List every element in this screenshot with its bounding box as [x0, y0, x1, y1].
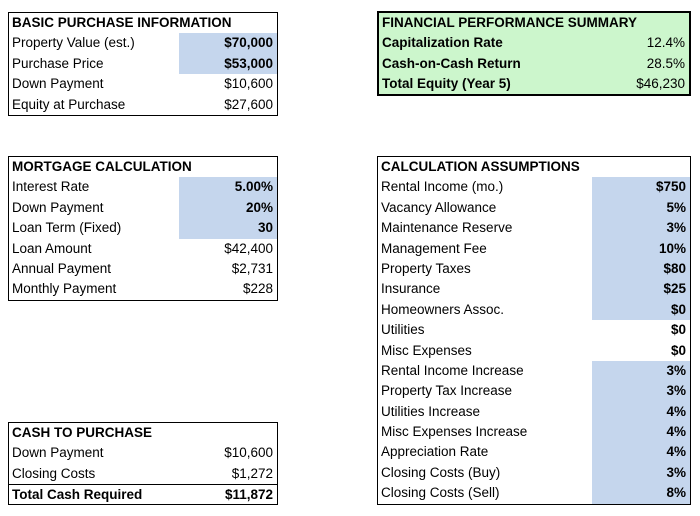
assumption-label: Rental Income Increase: [381, 362, 524, 378]
closing-costs-sell-cell[interactable]: 8%: [592, 483, 690, 503]
management-fee-cell[interactable]: 10%: [592, 239, 690, 259]
table-row: [9, 464, 277, 484]
assumption-label: Homeowners Assoc.: [381, 301, 505, 317]
vacancy-allowance-cell[interactable]: 5%: [592, 198, 690, 218]
assumption-label: Maintenance Reserve: [381, 220, 513, 236]
monthly-payment-label: Monthly Payment: [12, 281, 117, 297]
assumption-label: Appreciation Rate: [381, 444, 489, 460]
table-row: [378, 361, 690, 381]
table-row: [9, 54, 277, 74]
table-row: [9, 74, 277, 94]
table-row: [378, 300, 690, 320]
closing-costs-cell: $1,272: [231, 465, 273, 481]
table-row: [9, 177, 277, 197]
table-row: [379, 33, 689, 53]
total-cash-required-label: Total Cash Required: [12, 487, 143, 503]
table-row: [378, 422, 690, 442]
total-cash-required-cell: $11,872: [224, 487, 273, 503]
table-row: [9, 484, 277, 505]
table-row: [378, 198, 690, 218]
monthly-payment-cell: $228: [242, 281, 273, 297]
table-row: [9, 259, 277, 279]
cash-down-payment-cell: $10,600: [224, 445, 273, 461]
interest-rate-label: Interest Rate: [12, 179, 90, 195]
table-row: [378, 341, 690, 361]
purchase-price-cell[interactable]: $53,000: [179, 54, 277, 74]
financial-summary-title: FINANCIAL PERFORMANCE SUMMARY: [382, 15, 637, 30]
table-row: [378, 177, 690, 197]
assumption-label: Vacancy Allowance: [381, 199, 497, 215]
mortgage-header: [9, 157, 277, 177]
table-row: [378, 402, 690, 422]
assumption-label: Management Fee: [381, 240, 487, 256]
down-payment-pct-label: Down Payment: [12, 199, 104, 215]
down-payment-pct-cell[interactable]: 20%: [179, 198, 277, 218]
cap-rate-cell: 12.4%: [646, 35, 685, 51]
assumptions-header: [378, 157, 690, 177]
total-equity-label: Total Equity (Year 5): [382, 76, 511, 92]
assumption-label: Misc Expenses Increase: [381, 424, 528, 440]
financial-summary-header: [379, 13, 689, 33]
loan-term-label: Loan Term (Fixed): [12, 220, 122, 236]
financial-summary-table: [377, 11, 691, 96]
table-row: [9, 95, 277, 115]
cash-down-payment-label: Down Payment: [12, 445, 104, 461]
table-row: [379, 74, 689, 94]
loan-amount-label: Loan Amount: [12, 240, 92, 256]
homeowners-assoc-cell[interactable]: $0: [592, 300, 690, 320]
assumption-label: Misc Expenses: [381, 342, 472, 358]
table-row: [378, 442, 690, 462]
down-payment-cell: $10,600: [224, 76, 273, 92]
down-payment-label: Down Payment: [12, 76, 104, 92]
assumption-label: Insurance: [381, 281, 441, 297]
cash-on-cash-cell: 28.5%: [646, 55, 685, 71]
insurance-cell[interactable]: $25: [592, 279, 690, 299]
cap-rate-label: Capitalization Rate: [382, 35, 503, 51]
basic-purchase-header: [9, 13, 277, 33]
annual-payment-cell: $2,731: [231, 260, 273, 276]
mortgage-table: [8, 156, 278, 301]
table-row: [378, 239, 690, 259]
rental-income-increase-cell[interactable]: 3%: [592, 361, 690, 381]
assumption-label: Property Taxes: [381, 260, 471, 276]
assumption-label: Utilities Increase: [381, 403, 481, 419]
assumption-label: Closing Costs (Sell): [381, 485, 500, 501]
misc-expenses-increase-cell[interactable]: 4%: [592, 422, 690, 442]
cash-to-purchase-header: [9, 423, 277, 443]
utilities-cell: $0: [670, 322, 686, 338]
assumptions-title: CALCULATION ASSUMPTIONS: [381, 159, 580, 174]
cash-to-purchase-table: [8, 422, 278, 505]
table-row: [378, 381, 690, 401]
table-row: [9, 198, 277, 218]
table-row: [378, 218, 690, 238]
table-row: [378, 483, 690, 503]
table-row: [378, 279, 690, 299]
loan-term-cell[interactable]: 30: [179, 218, 277, 238]
table-row: [9, 218, 277, 238]
loan-amount-cell: $42,400: [224, 240, 273, 256]
maintenance-reserve-cell[interactable]: 3%: [592, 218, 690, 238]
property-value-label: Property Value (est.): [12, 35, 135, 51]
cash-on-cash-label: Cash-on-Cash Return: [382, 55, 521, 71]
equity-at-purchase-label: Equity at Purchase: [12, 96, 126, 112]
utilities-increase-cell[interactable]: 4%: [592, 402, 690, 422]
appreciation-rate-cell[interactable]: 4%: [592, 442, 690, 462]
table-row: [378, 463, 690, 483]
rental-income-cell[interactable]: $750: [592, 177, 690, 197]
total-equity-cell: $46,230: [636, 76, 685, 92]
purchase-price-label: Purchase Price: [12, 55, 104, 71]
property-value-cell[interactable]: $70,000: [179, 33, 277, 53]
property-taxes-cell[interactable]: $80: [592, 259, 690, 279]
table-row: [378, 320, 690, 340]
annual-payment-label: Annual Payment: [12, 260, 112, 276]
interest-rate-cell[interactable]: 5.00%: [179, 177, 277, 197]
table-row: [379, 54, 689, 74]
basic-purchase-title: BASIC PURCHASE INFORMATION: [12, 15, 232, 30]
assumption-label: Rental Income (mo.): [381, 179, 504, 195]
assumption-label: Utilities: [381, 322, 425, 338]
assumption-label: Closing Costs (Buy): [381, 464, 501, 480]
closing-costs-buy-cell[interactable]: 3%: [592, 463, 690, 483]
table-row: [9, 33, 277, 53]
assumptions-table: [377, 156, 691, 505]
misc-expenses-cell: $0: [670, 342, 686, 358]
equity-at-purchase-cell: $27,600: [224, 96, 273, 112]
cash-to-purchase-title: CASH TO PURCHASE: [12, 425, 153, 440]
table-row: [9, 279, 277, 299]
mortgage-title: MORTGAGE CALCULATION: [12, 159, 192, 174]
basic-purchase-table: [8, 12, 278, 116]
table-row: [9, 239, 277, 259]
assumption-label: Property Tax Increase: [381, 383, 513, 399]
table-row: [9, 443, 277, 463]
closing-costs-label: Closing Costs: [12, 465, 96, 481]
table-row: [378, 259, 690, 279]
property-tax-increase-cell[interactable]: 3%: [592, 381, 690, 401]
